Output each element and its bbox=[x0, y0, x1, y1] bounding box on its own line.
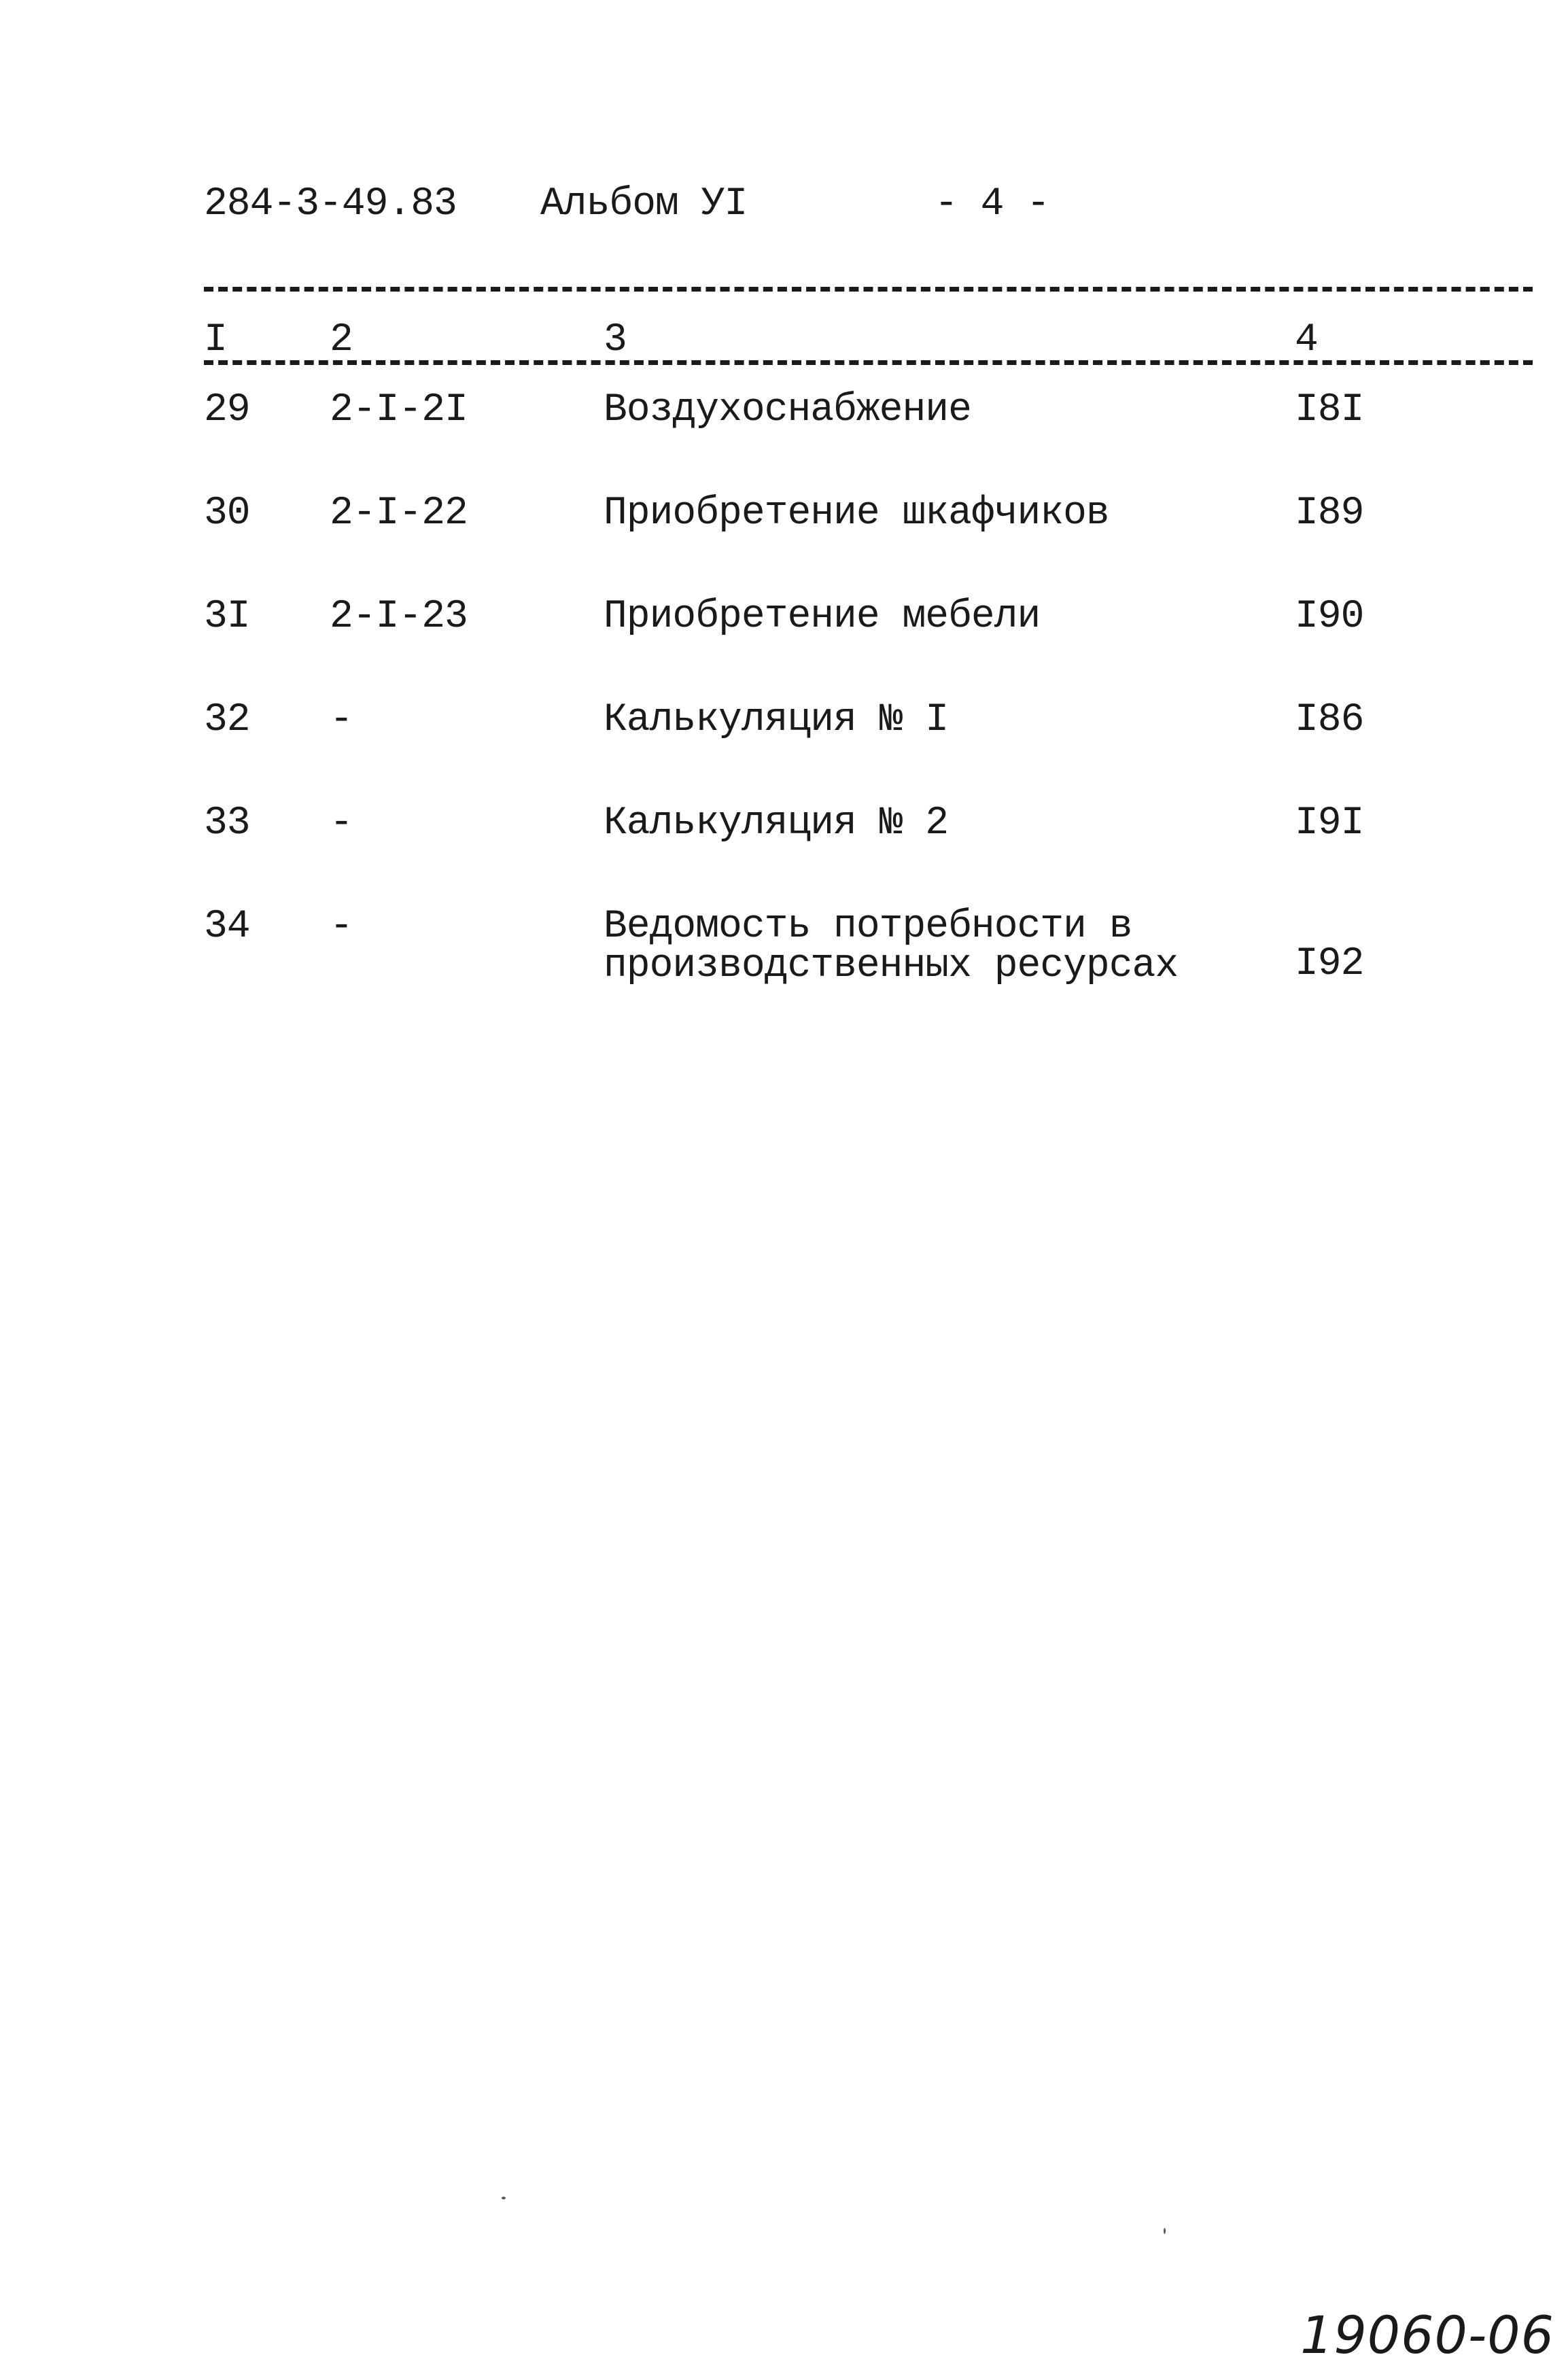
album-title: Альбом УI bbox=[540, 182, 748, 226]
column-header-3: 3 bbox=[604, 318, 627, 362]
row-number: 33 bbox=[204, 801, 250, 845]
row-number: 34 bbox=[204, 905, 250, 949]
row-title: Приобретение шкафчиков bbox=[604, 491, 1109, 536]
row-title: Калькуляция № I bbox=[604, 698, 949, 742]
doc-code: 284-3-49.83 bbox=[204, 182, 457, 226]
row-code: - bbox=[330, 905, 353, 949]
row-number: 30 bbox=[204, 491, 250, 536]
archive-stamp: 19060-06 bbox=[1300, 2305, 1554, 2365]
column-header-2: 2 bbox=[330, 318, 353, 362]
row-title: Ведомость потребности в производственных ресурсах bbox=[604, 905, 1179, 988]
row-code: 2-I-23 bbox=[330, 595, 468, 639]
row-code: 2-I-22 bbox=[330, 491, 468, 536]
column-header-4: 4 bbox=[1295, 318, 1319, 362]
row-page: I92 bbox=[1295, 942, 1364, 986]
top-divider bbox=[204, 287, 1533, 292]
row-page: I89 bbox=[1295, 491, 1364, 536]
row-number: 32 bbox=[204, 698, 250, 742]
row-page: I86 bbox=[1295, 698, 1364, 742]
table-row bbox=[0, 491, 1568, 576]
row-code: 2-I-2I bbox=[330, 388, 468, 432]
row-title: Приобретение мебели bbox=[604, 595, 1041, 639]
page-number: - 4 - bbox=[935, 182, 1050, 226]
row-title: Калькуляция № 2 bbox=[604, 801, 949, 845]
table-row bbox=[0, 597, 1568, 679]
table-row bbox=[0, 388, 1568, 472]
column-header-1: I bbox=[204, 318, 228, 362]
row-page: I9I bbox=[1295, 801, 1364, 845]
row-number: 29 bbox=[204, 388, 250, 432]
scan-speck bbox=[502, 2197, 506, 2199]
table-row bbox=[0, 801, 1568, 886]
row-page: I8I bbox=[1295, 388, 1364, 432]
table-row bbox=[0, 698, 1568, 782]
row-code: - bbox=[330, 801, 353, 845]
header-divider bbox=[204, 360, 1533, 365]
row-page: I90 bbox=[1295, 595, 1364, 639]
table-row bbox=[0, 907, 1568, 989]
row-code: - bbox=[330, 698, 353, 742]
row-number: 3I bbox=[204, 595, 250, 639]
row-title: Воздухоснабжение bbox=[604, 388, 971, 432]
scan-speck bbox=[1164, 2228, 1166, 2234]
